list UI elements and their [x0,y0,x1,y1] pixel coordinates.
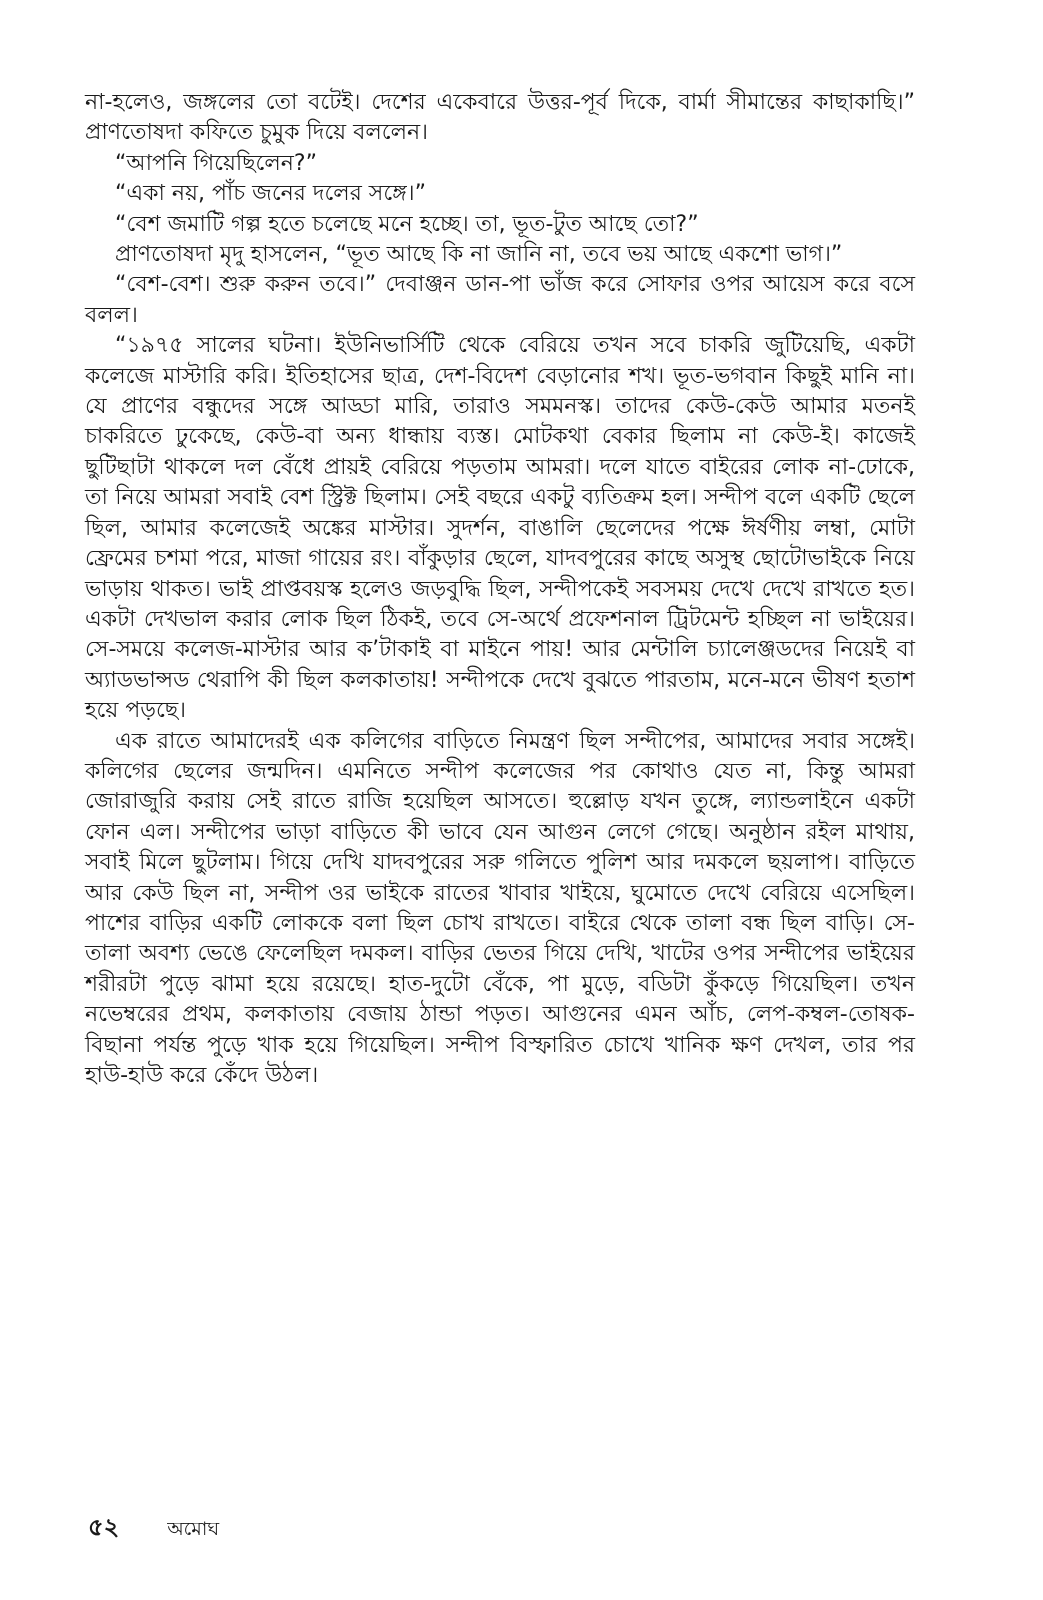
paragraph: “বেশ-বেশ। শুরু করুন তবে।” দেবাঞ্জন ডান-পা ভাঁজ করে সোফার ওপর আয়েস করে বসে বলল। [85,272,915,328]
page-body [85,88,915,1448]
page-number: ৫২ [88,1513,120,1541]
paragraph: “১৯৭৫ সালের ঘটনা। ইউনিভার্সিটি থেকে বেরিয়ে তখন সবে চাকরি জুটিয়েছি, একটা কলেজে মাস্টারি করি। ইতিহাসের ছাত্র, দেশ-বিদেশ বেড়ানোর শখ। ভূত-ভগবান কিছুই মানি না। যে প্রাণের বন্ধুদের সঙ্গে আড্ডা মারি, তারাও সমমনস্ক। তাদের কেউ-কেউ আমার মতনই চাকরিতে ঢুকেছে, কেউ-বা অন্য ধান্ধায় ব্যস্ত। মোটকথা বেকার ছিলাম না কেউ-ই। কাজেই ছুটিছাটা থাকলে দল বেঁধে প্রায়ই বেরিয়ে পড়তাম আমরা। দলে যাতে বাইরের লোক না-ঢোকে, তা নিয়ে আমরা সবাই বেশ স্ট্রিক্ট ছিলাম। সেই বছরে একটু ব্যতিক্রম হল। সন্দীপ বলে একটি ছেলে ছিল, আমার কলেজেই অঙ্কের মাস্টার। সুদর্শন, বাঙালি ছেলেদের পক্ষে ঈর্ষণীয় লম্বা, মোটা ফ্রেমের চশমা পরে, মাজা গায়ের রং। বাঁকুড়ার ছেলে, যাদবপুরের কাছে অসুস্থ ছোটোভাইকে নিয়ে ভাড়ায় থাকত। ভাই প্রাপ্তবয়স্ক হলেও জড়বুদ্ধি ছিল, সন্দীপকেই সবসময় দেখে দেখে রাখতে হত। একটা দেখভাল করার লোক ছিল ঠিকই, তবে সে-অর্থে প্রফেশনাল ট্রিটমেন্ট হচ্ছিল না ভাইয়ের। সে-সময়ে কলেজ-মাস্টার আর ক’টাকাই বা মাইনে পায়! আর মেন্টালি চ্যালেঞ্জডদের নিয়েই বা অ্যাডভান্সড থেরাপি কী ছিল কলকাতায়! সন্দীপকে দেখে বুঝতে পারতাম, মনে-মনে ভীষণ হতাশ হয়ে পড়ছে। [85,333,915,724]
paragraph: এক রাতে আমাদেরই এক কলিগের বাড়িতে নিমন্ত্রণ ছিল সন্দীপের, আমাদের সবার সঙ্গেই। কলিগের ছেলের জন্মদিন। এমনিতে সন্দীপ কলেজের পর কোথাও যেত না, কিন্তু আমরা জোরাজুরি করায় সেই রাতে রাজি হয়েছিল আসতে। হুল্লোড় যখন তুঙ্গে, ল্যান্ডলাইনে একটা ফোন এল। সন্দীপের ভাড়া বাড়িতে কী ভাবে যেন আগুন লেগে গেছে। অনুষ্ঠান রইল মাথায়, সবাই মিলে ছুটলাম। গিয়ে দেখি যাদবপুরের সরু গলিতে পুলিশ আর দমকলে ছয়লাপ। বাড়িতে আর কেউ ছিল না, সন্দীপ ওর ভাইকে রাতের খাবার খাইয়ে, ঘুমোতে দেখে বেরিয়ে এসেছিল। পাশের বাড়ির একটি লোককে বলা ছিল চোখ রাখতে। বাইরে থেকে তালা বন্ধ ছিল বাড়ি। সে-তালা অবশ্য ভেঙে ফেলেছিল দমকল। বাড়ির ভেতর গিয়ে দেখি, খাটের ওপর সন্দীপের ভাইয়ের শরীরটা পুড়ে ঝামা হয়ে রয়েছে। হাত-দুটো বেঁকে, পা মুড়ে, বডিটা কুঁকড়ে গিয়েছিল। তখন নভেম্বরের প্রথম, কলকাতায় বেজায় ঠান্ডা পড়ত। আগুনের এমন আঁচ, লেপ-কম্বল-তোষক-বিছানা পর্যন্ত পুড়ে খাক হয়ে গিয়েছিল। সন্দীপ বিস্ফারিত চোখে খানিক ক্ষণ দেখল, তার পর হাউ-হাউ করে কেঁদে উঠল। [85,728,915,1088]
paragraph: “বেশ জমাটি গল্প হতে চলেছে মনে হচ্ছে। তা, ভূত-টুত আছে তো?” [115,211,699,237]
book-title: অমোঘ [167,1518,220,1540]
paragraph: প্রাণতোষদা মৃদু হাসলেন, “ভূত আছে কি না জানি না, তবে ভয় আছে একশো ভাগ।” [115,242,843,268]
paragraph: “আপনি গিয়েছিলেন?” [115,150,317,176]
paragraph: না-হলেও, জঙ্গলের তো বটেই। দেশের একেবারে উত্তর-পূর্ব দিকে, বার্মা সীমান্তের কাছাকাছি।” প্রাণতোষদা কফিতে চুমুক দিয়ে বললেন। [85,90,915,146]
page-footer [88,1514,219,1542]
paragraph: “একা নয়, পাঁচ জনের দলের সঙ্গে।” [115,181,427,207]
